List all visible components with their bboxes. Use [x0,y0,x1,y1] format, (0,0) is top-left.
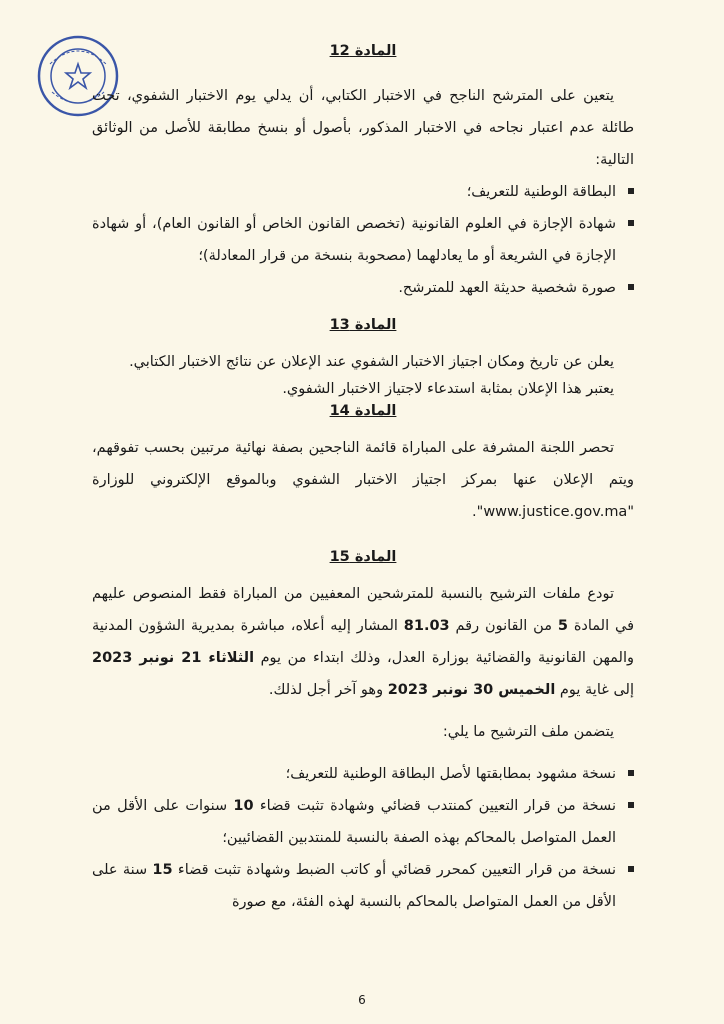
document-body [92,40,634,918]
bullet-icon [628,770,634,776]
article-12-heading: المادة 12 [329,43,397,59]
article-14-paragraph: تحصر اللجنة المشرفة على المباراة قائمة الناجحين بصفة نهائية مرتبين بحسب تفوقهم، ويتم الإعلان عنها بمركز اجتياز الاختبار الشفوي وبالموقع الإلكتروني للوزارة "www.justice.gov.ma". [92,440,634,520]
bullet-icon [628,802,634,808]
list-item: نسخة مشهود بمطابقتها لأصل البطاقة الوطنية للتعريف؛ [92,758,634,790]
article-number: 5 [557,618,568,634]
law-number: 81.03 [403,618,450,634]
list-item: نسخة من قرار التعيين كمنتدب قضائي وشهادة تثبت قضاء 10 سنوات على الأقل من العمل المتواصل بالمحاكم بهذه الصفة بالنسبة للمنتدبين القضائيين؛ [92,790,634,854]
bullet-icon [628,188,634,194]
bullet-icon [628,284,634,290]
article-15-document-list [92,758,634,918]
list-item: صورة شخصية حديثة العهد للمترشح. [92,272,634,304]
article-15-heading: المادة 15 [329,549,397,565]
article-13-paragraph: يعلن عن تاريخ ومكان اجتياز الاختبار الشفوي عند الإعلان عن نتائج الاختبار الكتابي. [129,354,614,370]
list-item: البطاقة الوطنية للتعريف؛ [92,176,634,208]
end-date: الخميس 30 نونبر 2023 [387,682,556,698]
list-item: نسخة من قرار التعيين كمحرر قضائي أو كاتب الضبط وشهادة تثبت قضاء 15 سنة على الأقل من العمل المتواصل بالمحاكم بالنسبة لهذه الفئة، مع صورة [92,854,634,918]
article-12-document-list [92,176,634,304]
bullet-icon [628,866,634,872]
list-item: شهادة الإجازة في العلوم القانونية (تخصص القانون الخاص أو القانون العام)، أو شهادة الإجازة في الشريعة أو ما يعادلهما (مصحوبة بنسخة من قرار المعادلة)؛ [92,208,634,272]
article-14-heading: المادة 14 [329,403,397,419]
page-number: 6 [358,993,366,1007]
article-15-paragraph: تودع ملفات الترشيح بالنسبة للمترشحين المعفيين من المباراة فقط المنصوص عليهم في المادة 5 من القانون رقم 81.03 المشار إليه أعلاه، مباشرة بمديرية الشؤون المدنية والمهن القانونية والقضائية بوزارة العدل، وذلك ابتداء من يوم الثلاثاء 21 نونبر 2023 إلى غاية يوم الخميس 30 نونبر 2023 وهو آخر أجل لذلك. [92,586,635,698]
article-12-intro: يتعين على المترشح الناجح في الاختبار الكتابي، أن يدلي يوم الاختبار الشفوي، تحت طائلة عدم اعتبار نجاحه في الاختبار المذكور، بأصول أو بنسخ مطابقة للأصل من الوثائق التالية: [92,88,634,168]
file-contents-intro: يتضمن ملف الترشيح ما يلي: [442,724,614,740]
start-date: الثلاثاء 21 نونبر 2023 [92,650,255,666]
article-13-heading: المادة 13 [329,317,397,333]
article-13-paragraph-2: يعتبر هذا الإعلان بمثابة استدعاء لاجتياز الاختبار الشفوي. [282,381,614,397]
bullet-icon [628,220,634,226]
